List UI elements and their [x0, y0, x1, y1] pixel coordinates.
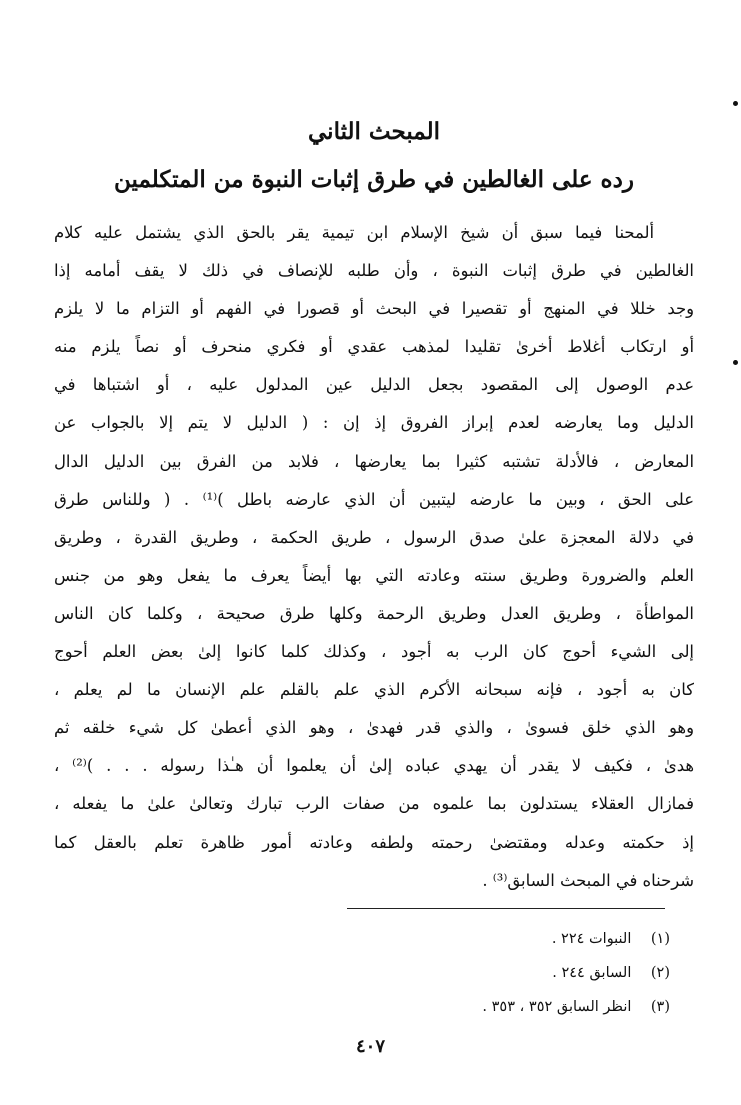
- section-label: المبحث الثاني: [308, 118, 440, 145]
- body-line: الدليل وما يعارضه لعدم إبراز الفروق إذ إن : ( الدليل لا يتم إلا بالجواب عن: [54, 413, 694, 433]
- chapter-title: رده على الغالطين في طرق إثبات النبوة من المتكلمين: [114, 166, 634, 193]
- footnote-divider: [347, 908, 665, 909]
- body-line: ألمحنا فيما سبق أن شيخ الإسلام ابن تيمية يقر بالحق الذي يشتمل عليه كلام: [54, 223, 654, 242]
- body-line: على الحق ، وبين ما عارضه ليتبين أن الذي عارضه باطل )⁽¹⁾ . ( وللناس طرق: [54, 489, 694, 509]
- footnotes: [340, 922, 670, 1024]
- body-line: أو ارتكاب أغلاط أخرىٰ تقليدا لمذهب عقدي أو فكري منحرف أو نصاً يلزم منه: [54, 337, 694, 357]
- body-line: المعارض ، فالأدلة تشتبه كثيرا بما يعارضها ، فلابد من الفرق بين الدليل الدال: [54, 451, 694, 471]
- footnote: [340, 990, 670, 1024]
- body-line: المواطأة ، وطريق العدل وطريق الرحمة وكلها طرق صحيحة ، وكلما كان الناس: [54, 603, 694, 623]
- body-line: فمازال العقلاء يستدلون بما علموه من صفات الرب تبارك وتعالىٰ علىٰ ما يفعله ،: [54, 794, 694, 814]
- margin-dot-top: [733, 101, 738, 106]
- footnote: [340, 956, 670, 990]
- body-line: هدىٰ ، فكيف لا يقدر أن يهدي عباده إلىٰ أن يعلموا أن هـٰذا رسوله . . . )⁽²⁾ ،: [54, 756, 694, 776]
- footnote: [340, 922, 670, 956]
- footnote-number: (٢): [650, 965, 670, 981]
- body-line: كان به أجود ، فإنه سبحانه الأكرم الذي علم بالقلم علم الإنسان ما لم يعلم ،: [54, 680, 694, 700]
- body-line: إذ حكمته وعدله ومقتضىٰ رحمته ولطفه وعادته أمور ظاهرة تعلم بالعقل كما: [54, 832, 694, 852]
- footnote-text: النبوات ٢٢٤ .: [551, 931, 632, 947]
- body-line: وهو الذي خلق فسوىٰ ، والذي قدر فهدىٰ ، وهو الذي أعطىٰ كل شيء خلقه ثم: [54, 718, 694, 738]
- body-line: شرحناه في المبحث السابق⁽³⁾ .: [482, 870, 694, 890]
- body-line: إلى الشيء أحوج كان الرب به أجود ، وكذلك كلما كانوا إلىٰ بعض العلم أحوج: [54, 642, 694, 662]
- footnote-number: (١): [650, 931, 670, 947]
- footnote-text: السابق ٢٤٤ .: [552, 965, 632, 981]
- body-line: في دلالة المعجزة علىٰ صدق الرسول ، طريق الحكمة ، وطريق القدرة ، وطريق: [54, 527, 694, 547]
- page-content: [54, 110, 694, 900]
- body-text: [54, 214, 694, 900]
- footnote-text: انظر السابق ٣٥٢ ، ٣٥٣ .: [482, 999, 632, 1015]
- page-number: ٤٠٧: [355, 1036, 385, 1057]
- body-line: عدم الوصول إلى المقصود بجعل الدليل عين المدلول عليه ، أو اشتباها في: [54, 375, 694, 395]
- footnote-number: (٣): [650, 999, 670, 1015]
- body-line: الغالطين في طرق إثبات النبوة ، وأن طلبه للإنصاف في ذلك لا يقف أمامه إذا: [54, 261, 694, 281]
- body-line: العلم والضرورة وطريق سنته وعادته التي بها أيضاً يعرف ما يفعل وهو من جنس: [54, 565, 694, 585]
- margin-dot-middle: [733, 360, 738, 365]
- body-line: وجد خللا في المنهج أو تقصيرا في البحث أو قصورا في الفهم أو التزام ما لا يلزم: [54, 299, 694, 319]
